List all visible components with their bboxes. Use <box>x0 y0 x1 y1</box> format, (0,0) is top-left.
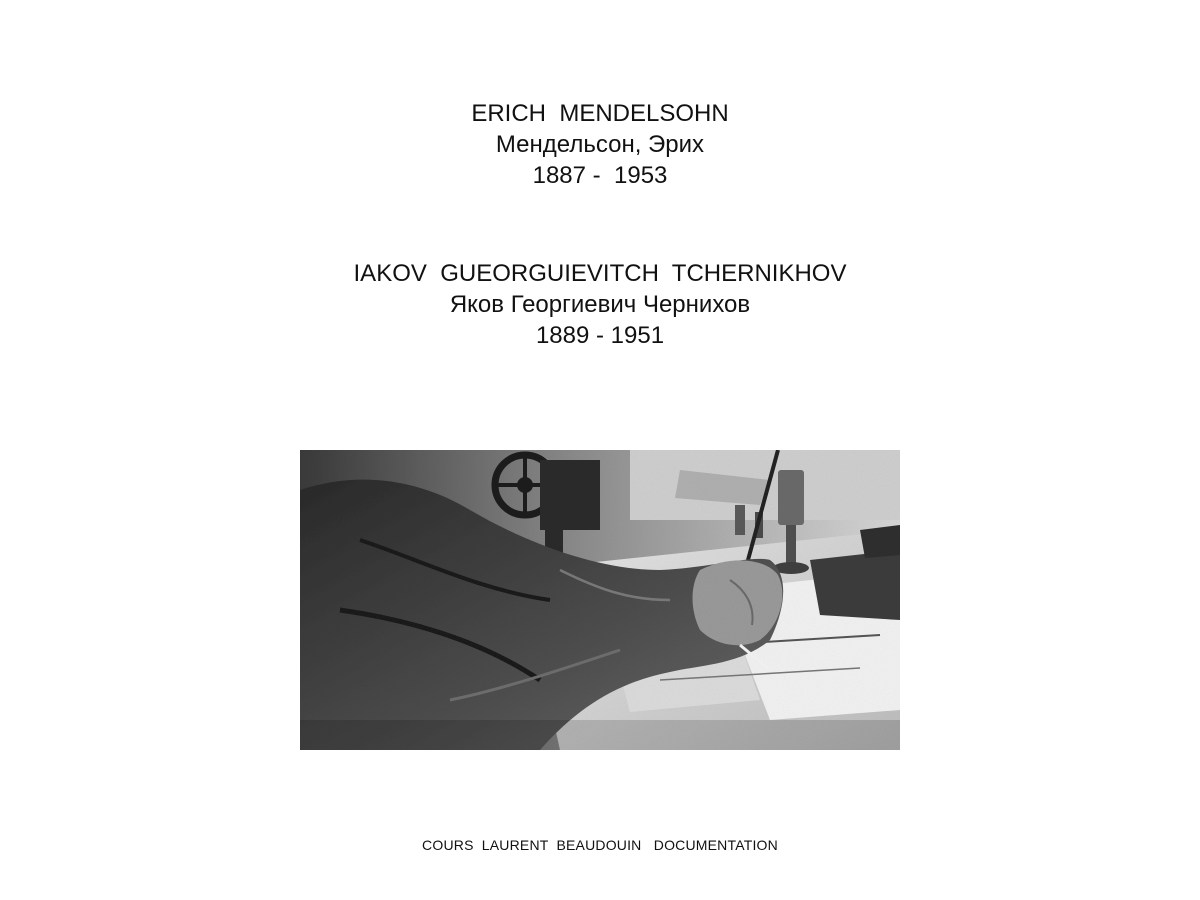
life-dates: 1889 - 1951 <box>535 322 665 349</box>
entry-mendelsohn <box>0 98 1200 191</box>
name-cyrillic: Мендельсон, Эрих <box>495 131 705 158</box>
entry-tchernikhov <box>0 258 1200 351</box>
life-dates: 1887 - 1953 <box>532 162 668 189</box>
footer-credit: COURS LAURENT BEAUDOUIN DOCUMENTATION <box>422 837 778 853</box>
photo-architect-drawing <box>300 450 900 750</box>
name-cyrillic: Яков Георгиевич Чернихов <box>449 291 751 318</box>
name-latin: ERICH MENDELSOHN <box>471 100 729 127</box>
name-latin: IAKOV GUEORGUIEVITCH TCHERNIKHOV <box>353 260 847 287</box>
